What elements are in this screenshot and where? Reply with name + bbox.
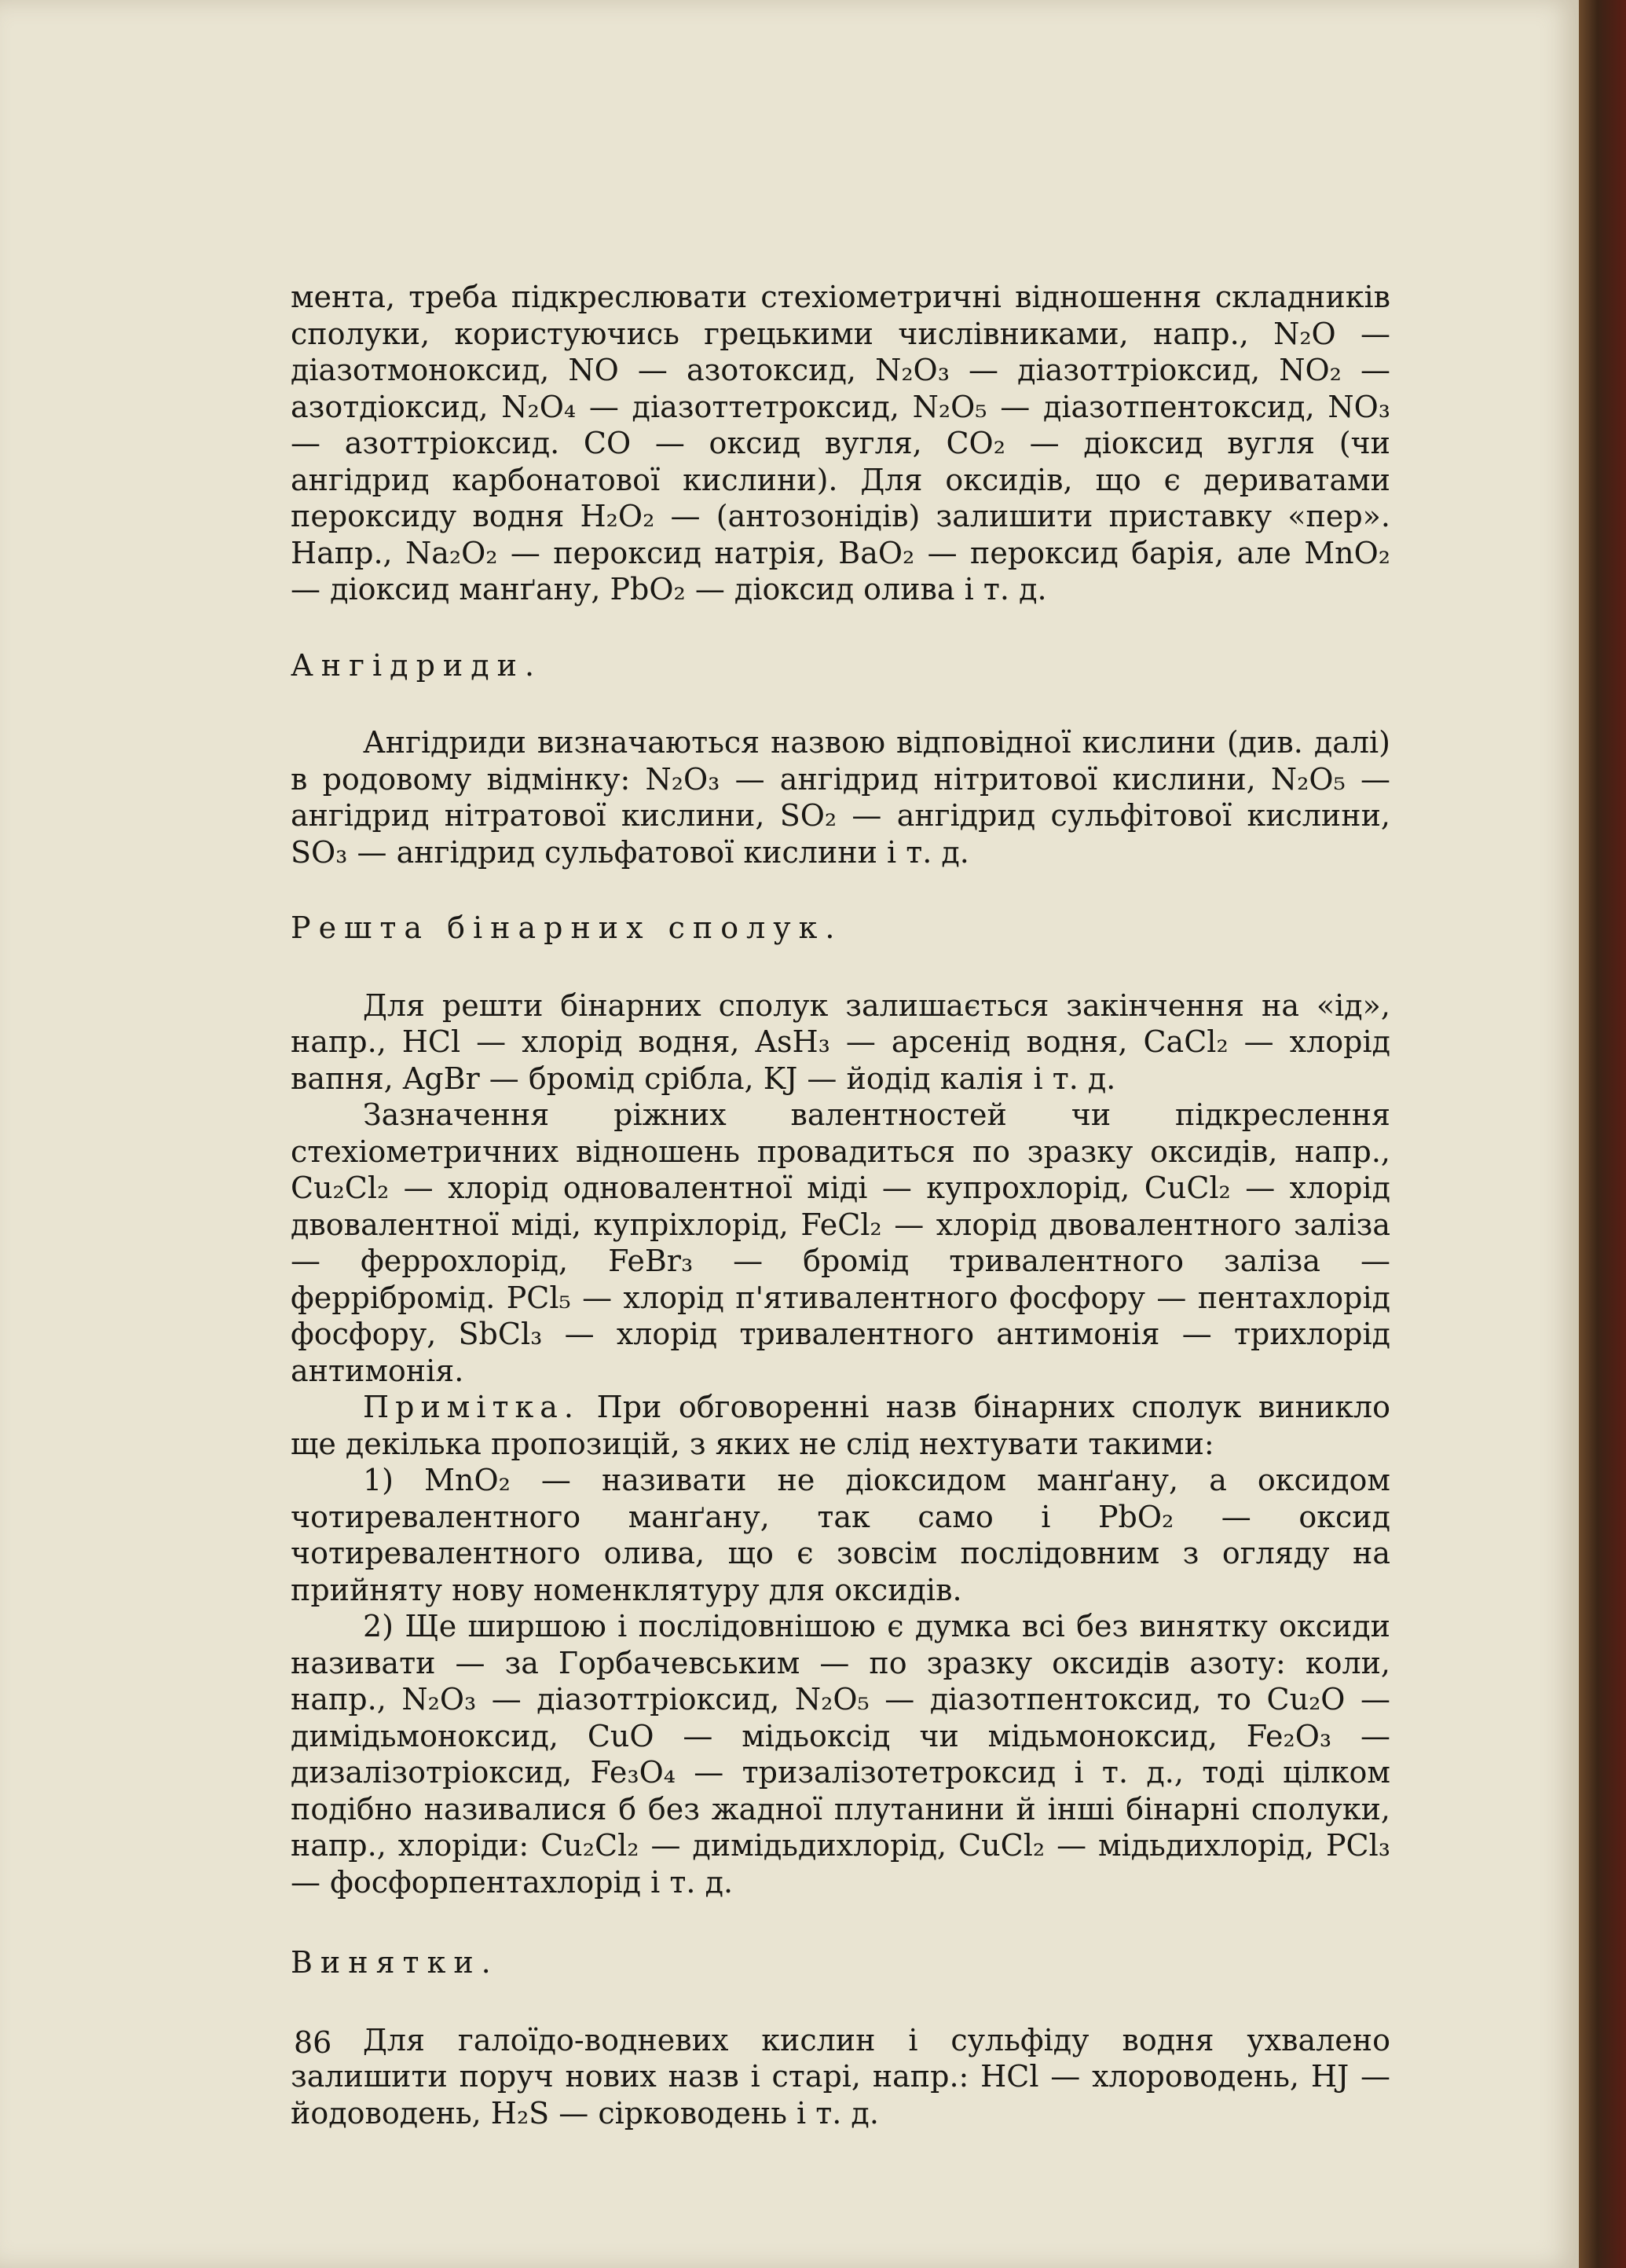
page-body — [291, 279, 1390, 2131]
paragraph-anhydrides: Ангідриди визначаються назвою відповідної кислини (див. далі) в родовому відмінку: N₂O₃ — ангідрид нітритової кислини, N₂O₅ — ангідрид нітратової кислини, SO₂ — ангідрид сульфітової кислини, SO₃ — ангідрид сульфатової кислини і т. д. — [291, 725, 1390, 870]
paragraph-proposal-1: 1) MnO₂ — називати не діоксидом манґану, а оксидом чотиревалентного манґану, так само і PbO₂ — оксид чотиревалентного олива, що є зовсім послідовним з огляду на прийняту нову номенклятуру для оксидів. — [291, 1463, 1390, 1607]
heading-exceptions: Винятки. — [291, 1945, 499, 1980]
paragraph-valency: Зазначення ріжних валентностей чи підкреслення стехіометричних відношень провадиться по зразку оксидів, напр., Cu₂Cl₂ — хлорід одновалентної міді — купрохлорід, CuCl₂ — хлорід двовалентної міді, купріхлорід, FeCl₂ — хлорід двовалентного заліза — феррохлорід, FeBr₃ — бромід тривалентного заліза — феррібромід. PCl₅ — хлорід п'ятивалентного фосфору — пентахлорід фосфору, SbCl₃ — хлорід тривалентного антимонія — трихлорід антимонія. — [291, 1097, 1390, 1388]
paragraph-exceptions: Для галоїдо-водневих кислин і сульфіду водня ухвалено залишити поруч нових назв і старі, напр.: HCl — хлороводень, HJ — йодоводень, H₂S — сірководень і т. д. — [291, 2022, 1390, 2131]
page-number: 86 — [294, 2025, 332, 2060]
paragraph-note — [291, 1389, 1390, 1462]
paragraph-binary-ending: Для решти бінарних сполук залишається закінчення на «ід», напр., HCl — хлорід водня, AsH₃ — арсенід водня, CaCl₂ — хлорід вапня, AgBr — бромід срібла, KJ — йодід калія і т. д. — [291, 987, 1390, 1096]
note-text: При обговоренні назв бінарних сполук виникло ще декілька пропозицій, з яких не слід нехтувати такими: — [291, 1390, 1390, 1461]
heading-anhydrides: Ангідриди. — [291, 647, 543, 683]
paragraph-proposal-2: 2) Ще ширшою і послідовнішою є думка всі без винятку оксиди називати — за Горбачевським — по зразку оксидів азоту: коли, напр., N₂O₃ — діазоттріоксид, N₂O₅ — діазотпентоксид, то Cu₂O — димідьмоноксид, CuO — мідьоксід чи мідьмоноксид, Fe₂O₃ — дизалізотріоксид, Fe₃O₄ — тризалізотетроксид і т. д., тоді цілком подібно називалися б без жадної плутанини й інші бінарні сполуки, напр., хлоріди: Cu₂Cl₂ — димідьдихлорід, CuCl₂ — мідьдихлорід, PCl₃ — фосфорпентахлорід і т. д. — [291, 1609, 1390, 1900]
book-binding-edge — [1579, 0, 1626, 2268]
note-label: Примітка. — [363, 1390, 580, 1424]
paragraph-oxides-continued: мента, треба підкреслювати стехіометричні відношення складників сполуки, користуючись грецькими числівниками, напр., N₂O — діазотмоноксид, NO — азотоксид, N₂O₃ — діазоттріоксид, NO₂ — азотдіоксид, N₂O₄ — діазоттетроксид, N₂O₅ — діазотпентоксид, NO₃ — азоттріоксид. CO — оксид вугля, CO₂ — діоксид вугля (чи ангідрид карбонатової кислини). Для оксидів, що є дериватами пероксиду водня H₂O₂ — (антозонідів) залишити приставку «пер». Напр., Na₂O₂ — пероксид натрія, BaO₂ — пероксид барія, але MnO₂ — діоксид манґану, PbO₂ — діоксид олива і т. д. — [291, 280, 1390, 606]
heading-binary-compounds: Решта бінарних сполук. — [291, 910, 843, 945]
